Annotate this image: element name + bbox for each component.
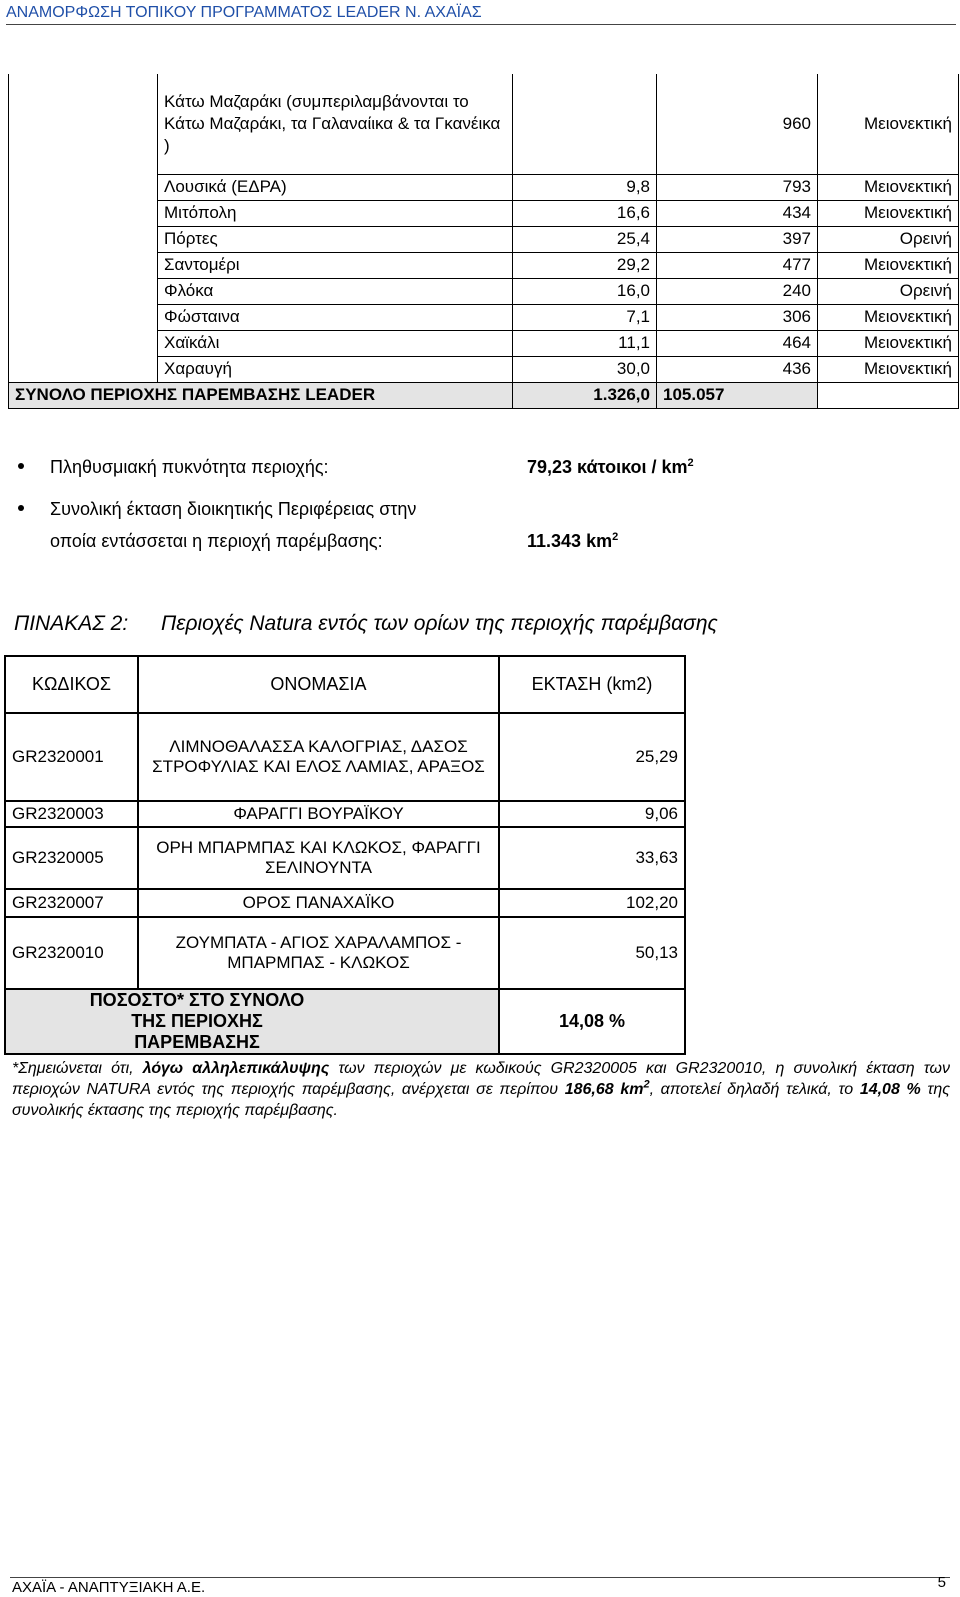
table-row [9,278,959,304]
table-row [9,252,959,278]
village-pop: 793 [657,174,818,200]
village-cat: Μειονεκτική [818,252,959,278]
header-code: ΚΩΔΙΚΟΣ [5,656,138,713]
density-label: Πληθυσμιακή πυκνότητα περιοχής: [50,457,329,477]
caption-text: Περιοχές Natura εντός των ορίων της περιοχής παρέμβασης [161,612,718,635]
village-pop: 397 [657,226,818,252]
table-row [9,330,959,356]
table-row [5,889,685,917]
village-pop: 464 [657,330,818,356]
village-pop: 306 [657,304,818,330]
density-value: 79,23 κάτοικοι / $km^2$ [527,457,694,477]
table-row [9,356,959,382]
village-name: Λουσικά (ΕΔΡΑ) [158,174,513,200]
village-area: 29,2 [513,252,657,278]
village-pop: 960 [657,74,818,174]
village-pop: 240 [657,278,818,304]
table-row [9,304,959,330]
village-name: Πόρτες [158,226,513,252]
natura-area: 9,06 [499,801,685,827]
villages-table [8,74,959,409]
village-area: 9,8 [513,174,657,200]
natura-name: ΟΡΗ ΜΠΑΡΜΠΑΣ ΚΑΙ ΚΛΩΚΟΣ, ΦΑΡΑΓΓΙ ΣΕΛΙΝΟΥΝΤΑ [138,827,499,889]
village-cat: Μειονεκτική [818,174,959,200]
page-header: ΑΝΑΜΟΡΦΩΣΗ ΤΟΠΙΚΟΥ ΠΡΟΓΡΑΜΜΑΤΟΣ LEADER Ν. ΑΧΑΪΑΣ [6,2,956,25]
village-cat: Ορεινή [818,278,959,304]
village-area: 16,6 [513,200,657,226]
natura-code: GR2320010 [5,917,138,989]
natura-area: 33,63 [499,827,685,889]
village-area: 25,4 [513,226,657,252]
natura-area: 50,13 [499,917,685,989]
footnote: *Σημειώνεται ότι, λόγω αλληλεπικάλυψης των περιοχών με κωδικούς GR2320005 και GR2320010, η συνολική έκταση των περιοχών NATURA εντός της περιοχής παρέμβασης, ανέρχεται σε περίπου 186,68 $km^2$, αποτελεί δηλαδή τελικά, το 14,08 % της συνολικής έκτασης της περιοχής παρέμβασης. [12,1060,951,1119]
header-area: ΕΚΤΑΣΗ (km2) [499,656,685,713]
caption-label: ΠΙΝΑΚΑΣ 2: [14,612,129,635]
total-pop: 105.057 [657,382,818,408]
village-pop: 434 [657,200,818,226]
village-name: Φώσταινα [158,304,513,330]
natura-total-value: 14,08 % [499,989,685,1054]
village-area [513,74,657,174]
table-row [9,226,959,252]
village-cat: Μειονεκτική [818,74,959,174]
area-label-line1: Συνολική έκταση διοικητικής Περιφέρειας στην [50,499,417,519]
area-label-line2: οποία εντάσσεται η περιοχή παρέμβασης: [50,531,383,551]
village-cat: Μειονεκτική [818,330,959,356]
table-row [9,200,959,226]
total-row [9,382,959,408]
village-name: Φλόκα [158,278,513,304]
total-row [5,989,685,1054]
village-name: Σαντομέρι [158,252,513,278]
bullet-icon [18,463,24,469]
total-label: ΣΥΝΟΛΟ ΠΕΡΙΟΧΗΣ ΠΑΡΕΜΒΑΣΗΣ LEADER [9,382,513,408]
village-name: Μιτόπολη [158,200,513,226]
footer-rule [10,1577,950,1578]
village-cat: Μειονεκτική [818,356,959,382]
table-row [5,917,685,989]
village-pop: 436 [657,356,818,382]
table-row [5,713,685,801]
table2-caption [14,612,718,636]
village-cat: Μειονεκτική [818,200,959,226]
page-number: 5 [937,1574,946,1591]
area-value: 11.343 $km^2$ [527,531,619,551]
natura-code: GR2320007 [5,889,138,917]
village-area: 16,0 [513,278,657,304]
natura-name: ΛΙΜΝΟΘΑΛΑΣΣΑ ΚΑΛΟΓΡΙΑΣ, ΔΑΣΟΣ ΣΤΡΟΦΥΛΙΑΣ ΚΑΙ ΕΛΟΣ ΛΑΜΙΑΣ, ΑΡΑΞΟΣ [138,713,499,801]
village-name: Χαραυγή [158,356,513,382]
natura-code: GR2320005 [5,827,138,889]
natura-area: 102,20 [499,889,685,917]
village-area: 11,1 [513,330,657,356]
bullet-icon [18,505,24,511]
natura-code: GR2320003 [5,801,138,827]
table-row [9,174,959,200]
natura-name: ΖΟΥΜΠΑΤΑ - ΑΓΙΟΣ ΧΑΡΑΛΑΜΠΟΣ - ΜΠΑΡΜΠΑΣ - ΚΛΩΚΟΣ [138,917,499,989]
village-area: 7,1 [513,304,657,330]
table-row [5,801,685,827]
natura-name: ΟΡΟΣ ΠΑΝΑΧΑΪΚΟ [138,889,499,917]
table-header [5,656,685,713]
header-name: ΟΝΟΜΑΣΙΑ [138,656,499,713]
village-name: Κάτω Μαζαράκι (συμπεριλαμβάνονται το Κάτω Μαζαράκι, τα Γαλαναίικα & τα Γκανέικα ) [158,74,513,174]
village-cat: Ορεινή [818,226,959,252]
natura-table [4,655,686,1055]
natura-area: 25,29 [499,713,685,801]
table-row [5,827,685,889]
village-pop: 477 [657,252,818,278]
table-row [9,74,959,174]
village-name: Χαϊκάλι [158,330,513,356]
footer-org: ΑΧΑΪΑ - ΑΝΑΠΤΥΞΙΑΚΗ Α.Ε. [12,1579,206,1596]
total-area: 1.326,0 [513,382,657,408]
natura-name: ΦΑΡΑΓΓΙ ΒΟΥΡΑΪΚΟΥ [138,801,499,827]
natura-code: GR2320001 [5,713,138,801]
natura-total-label: ΠΟΣΟΣΤΟ* ΣΤΟ ΣΥΝΟΛΟ ΤΗΣ ΠΕΡΙΟΧΗΣ ΠΑΡΕΜΒΑΣΗΣ [5,989,499,1054]
village-area: 30,0 [513,356,657,382]
village-cat: Μειονεκτική [818,304,959,330]
